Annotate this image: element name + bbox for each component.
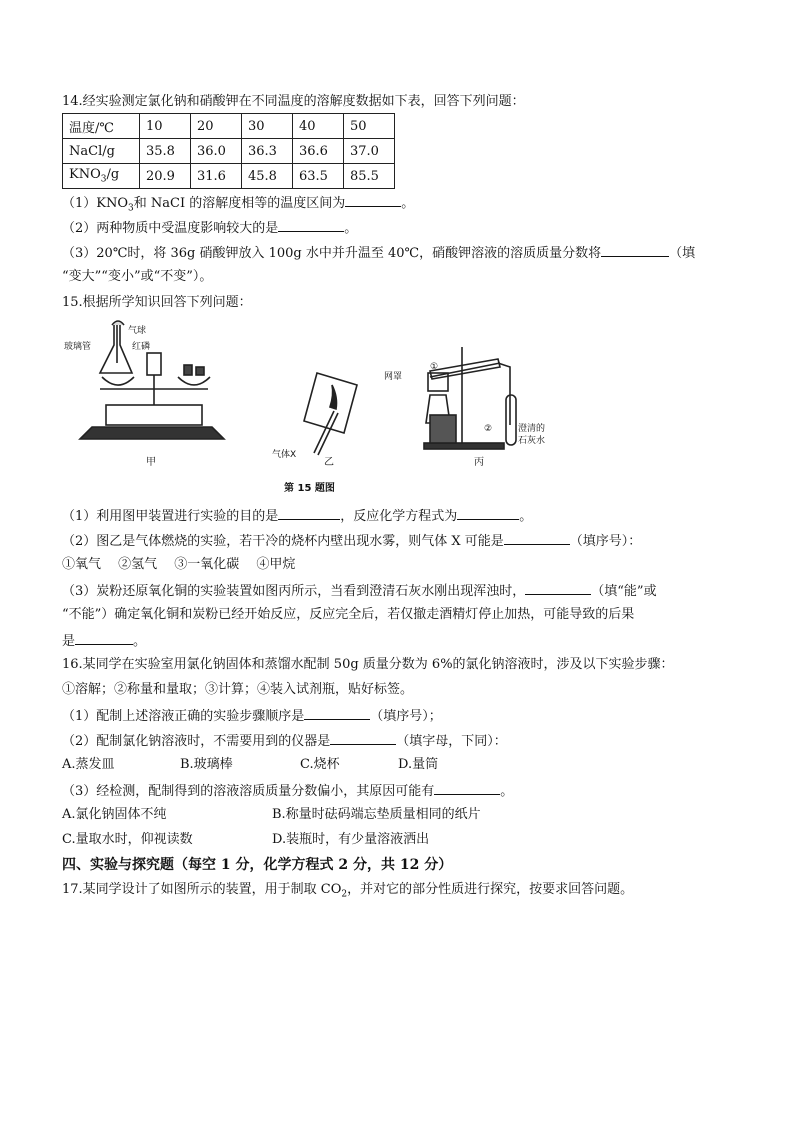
table-cell: 20 bbox=[191, 114, 242, 139]
q15-part3-line2: “不能”）确定氧化铜和炭粉已经开始反应，反应完全后，若仅撤走酒精灯停止加热，可能导致的后果 bbox=[62, 607, 635, 622]
table-row bbox=[63, 164, 395, 189]
table-row bbox=[63, 139, 395, 164]
label-bing: 丙 bbox=[474, 457, 484, 468]
answer-blank[interactable] bbox=[75, 631, 133, 645]
label-balloon: 气球 bbox=[128, 326, 147, 336]
option-b: B.玻璃棒 bbox=[180, 757, 233, 772]
table-cell: 30 bbox=[242, 114, 293, 139]
table-cell: 37.0 bbox=[344, 139, 395, 164]
table-cell: 40 bbox=[293, 114, 344, 139]
label-yi: 乙 bbox=[324, 457, 334, 468]
q15-part3-line3: 是 。 bbox=[62, 631, 146, 651]
q14-part2: （2）两种物质中受温度影响较大的是 。 bbox=[62, 218, 357, 238]
answer-blank[interactable] bbox=[330, 731, 396, 745]
answer-blank[interactable] bbox=[457, 506, 519, 520]
figure-caption: 第 15 题图 bbox=[284, 483, 335, 494]
table-cell: 50 bbox=[344, 114, 395, 139]
table-cell: 31.6 bbox=[191, 164, 242, 189]
q16-part3: （3）经检测，配制得到的溶液溶质质量分数偏小，其原因可能有 。 bbox=[62, 781, 513, 801]
table-cell: 36.3 bbox=[242, 139, 293, 164]
q16-options-3-row1 bbox=[62, 806, 481, 824]
label-gas-x: 气体X bbox=[272, 450, 297, 460]
option-d: D.装瓶时，有少量溶液洒出 bbox=[272, 832, 430, 847]
label-marker-1: ① bbox=[430, 362, 439, 372]
table-cell: 35.8 bbox=[140, 139, 191, 164]
q14-part3-line2: “变大”“变小”或“不变”）。 bbox=[62, 269, 213, 284]
answer-blank[interactable] bbox=[434, 781, 500, 795]
answer-blank[interactable] bbox=[278, 218, 344, 232]
q16-options-2 bbox=[62, 756, 438, 774]
q17-stem: 17.某同学设计了如图所示的装置，用于制取 $CO_2$，并对它的部分性质进行探究，按要求回答问题。 bbox=[62, 882, 634, 900]
table-row bbox=[63, 114, 395, 139]
answer-blank[interactable] bbox=[525, 581, 591, 595]
option-c: C.烧杯 bbox=[300, 757, 340, 772]
option-c: C.量取水时，仰视读数 bbox=[62, 832, 193, 847]
q16-part1: （1）配制上述溶液正确的实验步骤顺序是 （填序号）； bbox=[62, 706, 442, 726]
option-d: D.量筒 bbox=[398, 757, 439, 772]
table-cell: 63.5 bbox=[293, 164, 344, 189]
answer-blank[interactable] bbox=[278, 506, 340, 520]
beaker-burning-apparatus bbox=[304, 373, 357, 455]
answer-blank[interactable] bbox=[345, 193, 401, 207]
label-marker-2: ② bbox=[484, 424, 493, 434]
section-heading: 四、实验与探究题（每空 1 分，化学方程式 2 分，共 12 分） bbox=[62, 857, 453, 873]
table-cell: 20.9 bbox=[140, 164, 191, 189]
answer-blank[interactable] bbox=[304, 706, 370, 720]
label-limewater-line1: 澄清的 bbox=[518, 424, 546, 434]
q14-stem: 14.经实验测定氯化钠和硝酸钾在不同温度的溶解度数据如下表，回答下列问题： bbox=[62, 94, 525, 109]
q16-part2: （2）配制氯化钠溶液时，不需要用到的仪器是 （填字母，下同）： bbox=[62, 731, 507, 751]
label-jia: 甲 bbox=[146, 457, 156, 468]
option-a: A.氯化钠固体不纯 bbox=[62, 807, 167, 822]
q14-part3: （3）20℃时，将 36g 硝酸钾放入 100g 水中并升温至 40℃，硝酸钾溶液的溶质质量分数将 （填 bbox=[62, 243, 695, 263]
table-row-label: NaCl/g bbox=[63, 139, 140, 164]
q16-options-3-row2 bbox=[62, 831, 429, 849]
q14-part1: $(1)KNO_3$和 NaCI 的溶解度相等的温度区间为 。 bbox=[62, 193, 414, 218]
table-cell: 36.6 bbox=[293, 139, 344, 164]
balance-apparatus bbox=[80, 321, 224, 439]
solubility-table bbox=[62, 113, 395, 189]
q16-stem: 16.某同学在实验室用氯化钠固体和蒸馏水配制 50g 质量分数为 6%的氯化钠溶液时，涉及以下实验步骤： bbox=[62, 657, 674, 672]
table-cell: 45.8 bbox=[242, 164, 293, 189]
q15-part3: （3）炭粉还原氧化铜的实验装置如图丙所示，当看到澄清石灰水刚出现浑浊时， （填“能”或 bbox=[62, 581, 657, 601]
label-net-cover: 网罩 bbox=[384, 372, 403, 382]
answer-blank[interactable] bbox=[601, 243, 669, 257]
table-header-label: 温度/℃ bbox=[63, 114, 140, 139]
option-a: A.蒸发皿 bbox=[62, 757, 115, 772]
q15-stem: 15.根据所学知识回答下列问题： bbox=[62, 295, 252, 310]
q16-steps: ①溶解；②称量和量取；③计算；④装入试剂瓶，贴好标签。 bbox=[62, 682, 414, 697]
q15-part2: （2）图乙是气体燃烧的实验，若干冷的烧杯内壁出现水雾，则气体 X 可能是 （填序号）： bbox=[62, 531, 641, 551]
answer-blank[interactable] bbox=[504, 531, 570, 545]
option-b: B.称量时砝码端忘垫质量相同的纸片 bbox=[272, 807, 481, 822]
table-cell: 36.0 bbox=[191, 139, 242, 164]
label-limewater-line2: 石灰水 bbox=[518, 436, 546, 446]
table-cell: 10 bbox=[140, 114, 191, 139]
table-cell: 85.5 bbox=[344, 164, 395, 189]
q15-options: ①氧气 ②氢气 ③一氧化碳 ④甲烷 bbox=[62, 557, 296, 572]
table-row-label: $KNO_3/g$ bbox=[63, 164, 140, 189]
q15-part1: （1）利用图甲装置进行实验的目的是 ，反应化学方程式为 。 bbox=[62, 506, 532, 526]
label-red-phosphorus: 红磷 bbox=[132, 342, 151, 352]
label-glass-tube: 玻璃管 bbox=[64, 342, 92, 352]
q15-figure bbox=[62, 315, 552, 500]
